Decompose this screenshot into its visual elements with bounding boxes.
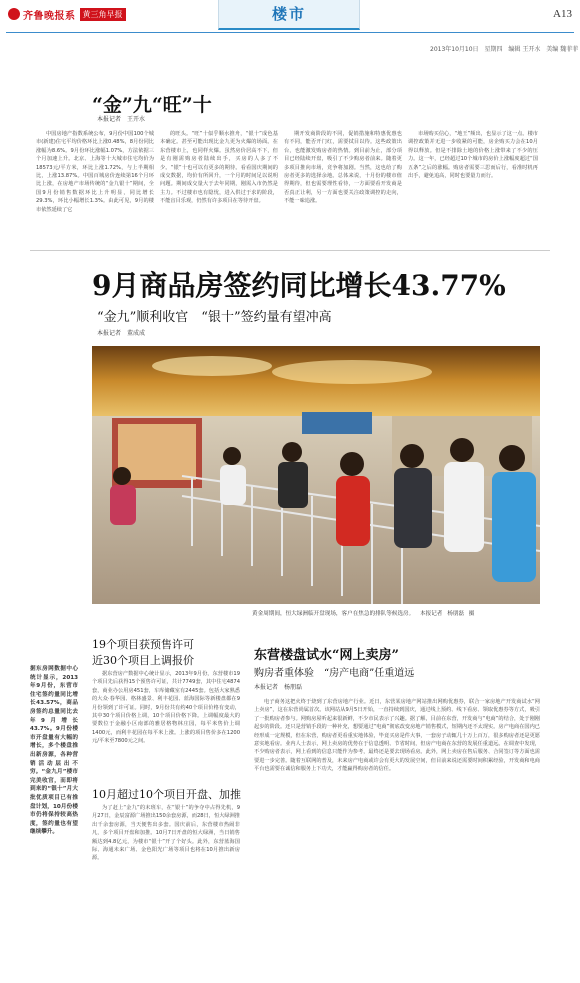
logo-tag: 黄三角早报	[80, 8, 126, 21]
logo-circle-icon	[8, 8, 20, 20]
masthead-logo	[8, 6, 126, 22]
caption-text: 黄金周期间，恒大绿洲临开盘现场，客户在焦急的排队等候选房。	[252, 611, 415, 617]
date: 2013年10月10日	[430, 46, 479, 53]
story1-byline	[97, 114, 145, 123]
story2-subhead-1: 19个项目获预售许可	[92, 638, 194, 651]
story-divider-1	[30, 250, 550, 251]
news-photo	[92, 346, 540, 604]
story1-column-1	[36, 130, 154, 232]
story1-col4-text: 市场购买信心，“地王”频出，也显示了这一点。楼市调控政策并无进一步收紧的可能，房企购买力会在10月得以释放。但是不排除土地的价格上涨带来了不少的压力。这一年，已经超过10个城市的房价上涨幅度超过“国五条”之后的涨幅。购房者需要三思而后行，看准时机再出手，避免追高，同时也要量力而行。	[408, 131, 538, 180]
story3-headline: 东营楼盘试水“网上卖房”	[254, 648, 399, 663]
byline-label: 本报记者	[97, 116, 122, 123]
section-title: 楼市	[271, 5, 306, 23]
logo-text: 齐鲁晚报系	[23, 10, 76, 22]
story3-body-text: 电子商务这把火终于烧到了东营房地产行业。近日，东营某房地产网站推出网购优惠券，联合一家房地产开发商试水“网上卖房”，这在东营尚属首次。该网站从9月5日开始，一直持续到国庆，通过线上预约、线下看房、领取优惠券等方式，吸引了一批购房者参与。网购房屋听起来很新鲜，不少市民表示了兴趣。据了解，目前在东营，开发商与“电商”的结合，处于刚刚起步的阶段。还只是营销手段的一种补充，想要通过“电商”彻底改变房地产销售模式，短期内还不太现实。房产电商在国内已经形成一定规模，但在东营，购房者更看重实地体验，毕竟买房是件大事，一套房子动辄几十万上百万，很多购房者还是更愿意实地看房。业内人士表示，网上卖房的优势在于信息透明、节省时间，但房产电商在东营的发展任重道远。在调查中发现，不少购房者表示，网上看到的信息只能作为参考，最终还是要去现场看房。此外，网上卖房在售后服务、合同签订等方面也需要进一步完善。随着互联网的普及，未来房产电商或许会有更大的发展空间，但目前来说还需要时间积累经验，开发商和电商平台也需要在诚信和服务上下功夫，才能赢得购房者的信任。	[254, 699, 540, 773]
story2-subhead-2: 10月超过10个项目开盘、加推	[92, 788, 241, 801]
byline-label: 本报记者	[97, 330, 122, 337]
photo-illustration	[92, 346, 540, 604]
caption-credit-suffix: 摄	[468, 611, 475, 617]
story3-body	[254, 698, 540, 960]
story1-headline: “金”九“旺”十	[92, 94, 212, 116]
photo-caption	[252, 609, 474, 617]
story2-subhead-1b: 近30个项目上调报价	[92, 654, 194, 667]
story1-col3-text: 期开发商阶段的不同，促销措施和特惠优惠也有不同，能否开门红，需要拭目以待。这些政策出台，也能激发购房者的热情。到目前为止，部分项目已经陆续开盘，吸引了不少购房者前来。随着更多项目推向市场，竞争将加剧。当然，这也给了购房者更多的选择余地。总体来说，十月份的楼市值得期待，但也需要理性看待，一方面要看开发商是否真正让利，另一方面也要关注政策调控的走向，不能一味追涨。	[284, 131, 402, 205]
story1-column-2	[160, 130, 278, 232]
weekday: 星期四	[484, 46, 503, 53]
story2-headline: 9月商品房签约同比增长43.77%	[92, 269, 506, 302]
story2-column-1	[92, 670, 240, 780]
byline-name: 杨朋磊	[284, 684, 303, 691]
section-tab	[218, 0, 360, 30]
header-rule	[6, 32, 574, 33]
story3-byline	[254, 682, 302, 691]
story1-column-3	[284, 130, 402, 232]
caption-credit-label: 本报记者	[420, 611, 443, 617]
editor: 编辑 王开水	[508, 46, 541, 53]
page-number: A13	[553, 8, 572, 20]
caption-credit-name: 杨朋磊	[447, 611, 464, 617]
story1-col2-text: 的旺头。“旺”十似乎顺水推舟，“银十”成色基本确定。甚至可能出现比金九更为火爆的场面。在东营楼市上，也同样火爆。虽然房价居高不下，但是有刚需购房者陆续出手，买房的人多了不少。“银”十也可以有更多的期待。看看国庆期间的成交数据，均价有所回升，一个月的时间足以说明问题。期间成交量大于去年同期，刚需入市仍然是主力。不过楼市也有隐忧，进入供过于求的阶段，不能盲目乐观，仍然有许多项目在等待开盘。	[160, 131, 278, 205]
story3-subheadline: 购房者重体验 “房产电商”任重道远	[254, 668, 415, 679]
story2-col2-text: 为了赶上“金九”的末班车，在“银十”的争夺中占得先机，9月27日，金辰富源广场推出150余套房源，而28日，恒大绿洲推出千余套房源，当天便售出多套。国庆前后，东营楼市热闹非凡，多个项目开盘和加推。10月7日开盘的恒大绿洲，当日销售额达到4.8亿元，为楼市“银十”开了个好头。此外，东营蓝海国际、海通未来广场、金色阳光广场等项目也将在10月推出新房源。	[92, 805, 240, 862]
story1-col1-text: 中国房地产指数系统公布，9月份中国100个城市(新建)住宅平均价格环比上涨0.48%，8月份同比涨幅为8.6%。9月份环比涨幅1.07%，方法依据三个月加速上升。北京、上海等十大城市住宅均价为18573元/平方米，环比上涨1.72%，与上半期相比，上涨13.87%。中国百城房价连续第16个月环比上涨，在房地产市场传统的“金九银十”期间，全国9月份销售数据环比上升明显，同比增长29.3%，环比小幅增长1.3%。由此可见，9月的楼市依然延续了它	[36, 131, 154, 213]
story2-column-2	[92, 804, 240, 964]
story2-subheadline: “金九”顺利收官 “银十”签约量有望冲高	[97, 310, 332, 325]
page-header	[0, 0, 580, 32]
designer: 美编 魏菲菲	[546, 46, 579, 53]
story2-summary-sidebar: 据东房网数据中心统计显示，2013年9月份，东营市住宅签约量同比增长43.57%，商品房签约总量同比去年9月增长43.7%。9月份楼市开盘量有大幅的增长，多个楼盘推出新房源，各种营销活动层出不穷。“金九月”楼市完美收官，而即将到来的“银十”月大批优质项目已有推盘计划，10月份楼市仍将保持较高热度，签约量也有望继续攀升。	[30, 666, 78, 836]
byline-name: 董成成	[127, 330, 146, 337]
story2-byline	[97, 328, 145, 337]
byline-label: 本报记者	[254, 684, 279, 691]
story2-col1-text: 据东营房产数据中心统计显示，2013年9月份，东营楼市19个项目先后获得15个预售许可证，共计7749套，其中住宅4874套，商业办公用房451套，车库储藏室有2445套。包括大家熟悉的大众·春华园、格林盛景、利丰花园、蓝海国际等新楼盘都在9月份领到了许可证。同时，9月份共有约40个项目价格有变动，其中30个项目价格上调，10个项目价格下降。上调幅度最大的要数位于金融小区南部的雅居格物林庄园，每平米售价上调1400元，而利丰花园在每平米上涨。上涨的项目售价多在1200元/平米至7800元之间。	[92, 671, 240, 745]
dateline	[430, 44, 580, 53]
story1-column-4	[408, 130, 538, 232]
byline-name: 王开水	[127, 116, 146, 123]
